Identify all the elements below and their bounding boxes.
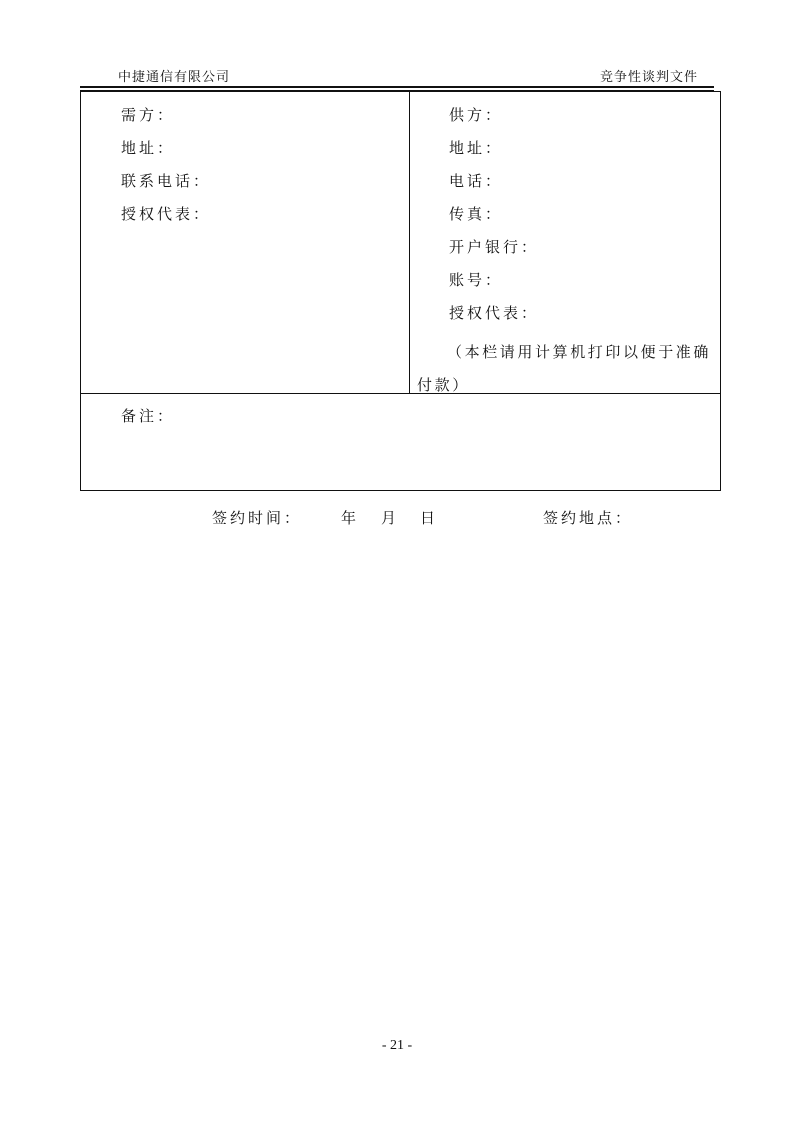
page-number: - 21 -	[381, 1038, 413, 1053]
header-company: 中捷通信有限公司	[118, 70, 231, 85]
supplier-rep-label: 授权代表：	[449, 304, 540, 322]
header-rule-thick	[80, 86, 714, 88]
buyer-rep-label: 授权代表：	[121, 205, 212, 223]
supplier-print-note: （本栏请用计算机打印以便于准确付款）	[417, 343, 712, 394]
supplier-bank-label: 开户银行：	[449, 238, 540, 256]
supplier-party-label: 供方：	[449, 106, 504, 124]
header-doc-title: 竞争性谈判文件	[599, 70, 698, 85]
supplier-phone-label: 电话：	[449, 172, 504, 190]
signing-day: 日	[420, 509, 439, 527]
buyer-address-label: 地址：	[121, 139, 176, 157]
signing-month: 月	[381, 509, 400, 527]
column-divider	[409, 92, 410, 393]
buyer-party-label: 需方：	[121, 106, 176, 124]
contract-party-table	[80, 91, 721, 491]
buyer-phone-label: 联系电话：	[121, 172, 212, 190]
signing-time-label: 签约时间：	[212, 509, 303, 527]
signing-year: 年	[341, 509, 360, 527]
supplier-account-label: 账号：	[449, 271, 504, 289]
supplier-fax-label: 传真：	[449, 205, 504, 223]
remarks-label: 备注：	[121, 407, 176, 425]
signing-place-label: 签约地点：	[543, 509, 634, 527]
supplier-address-label: 地址：	[449, 139, 504, 157]
